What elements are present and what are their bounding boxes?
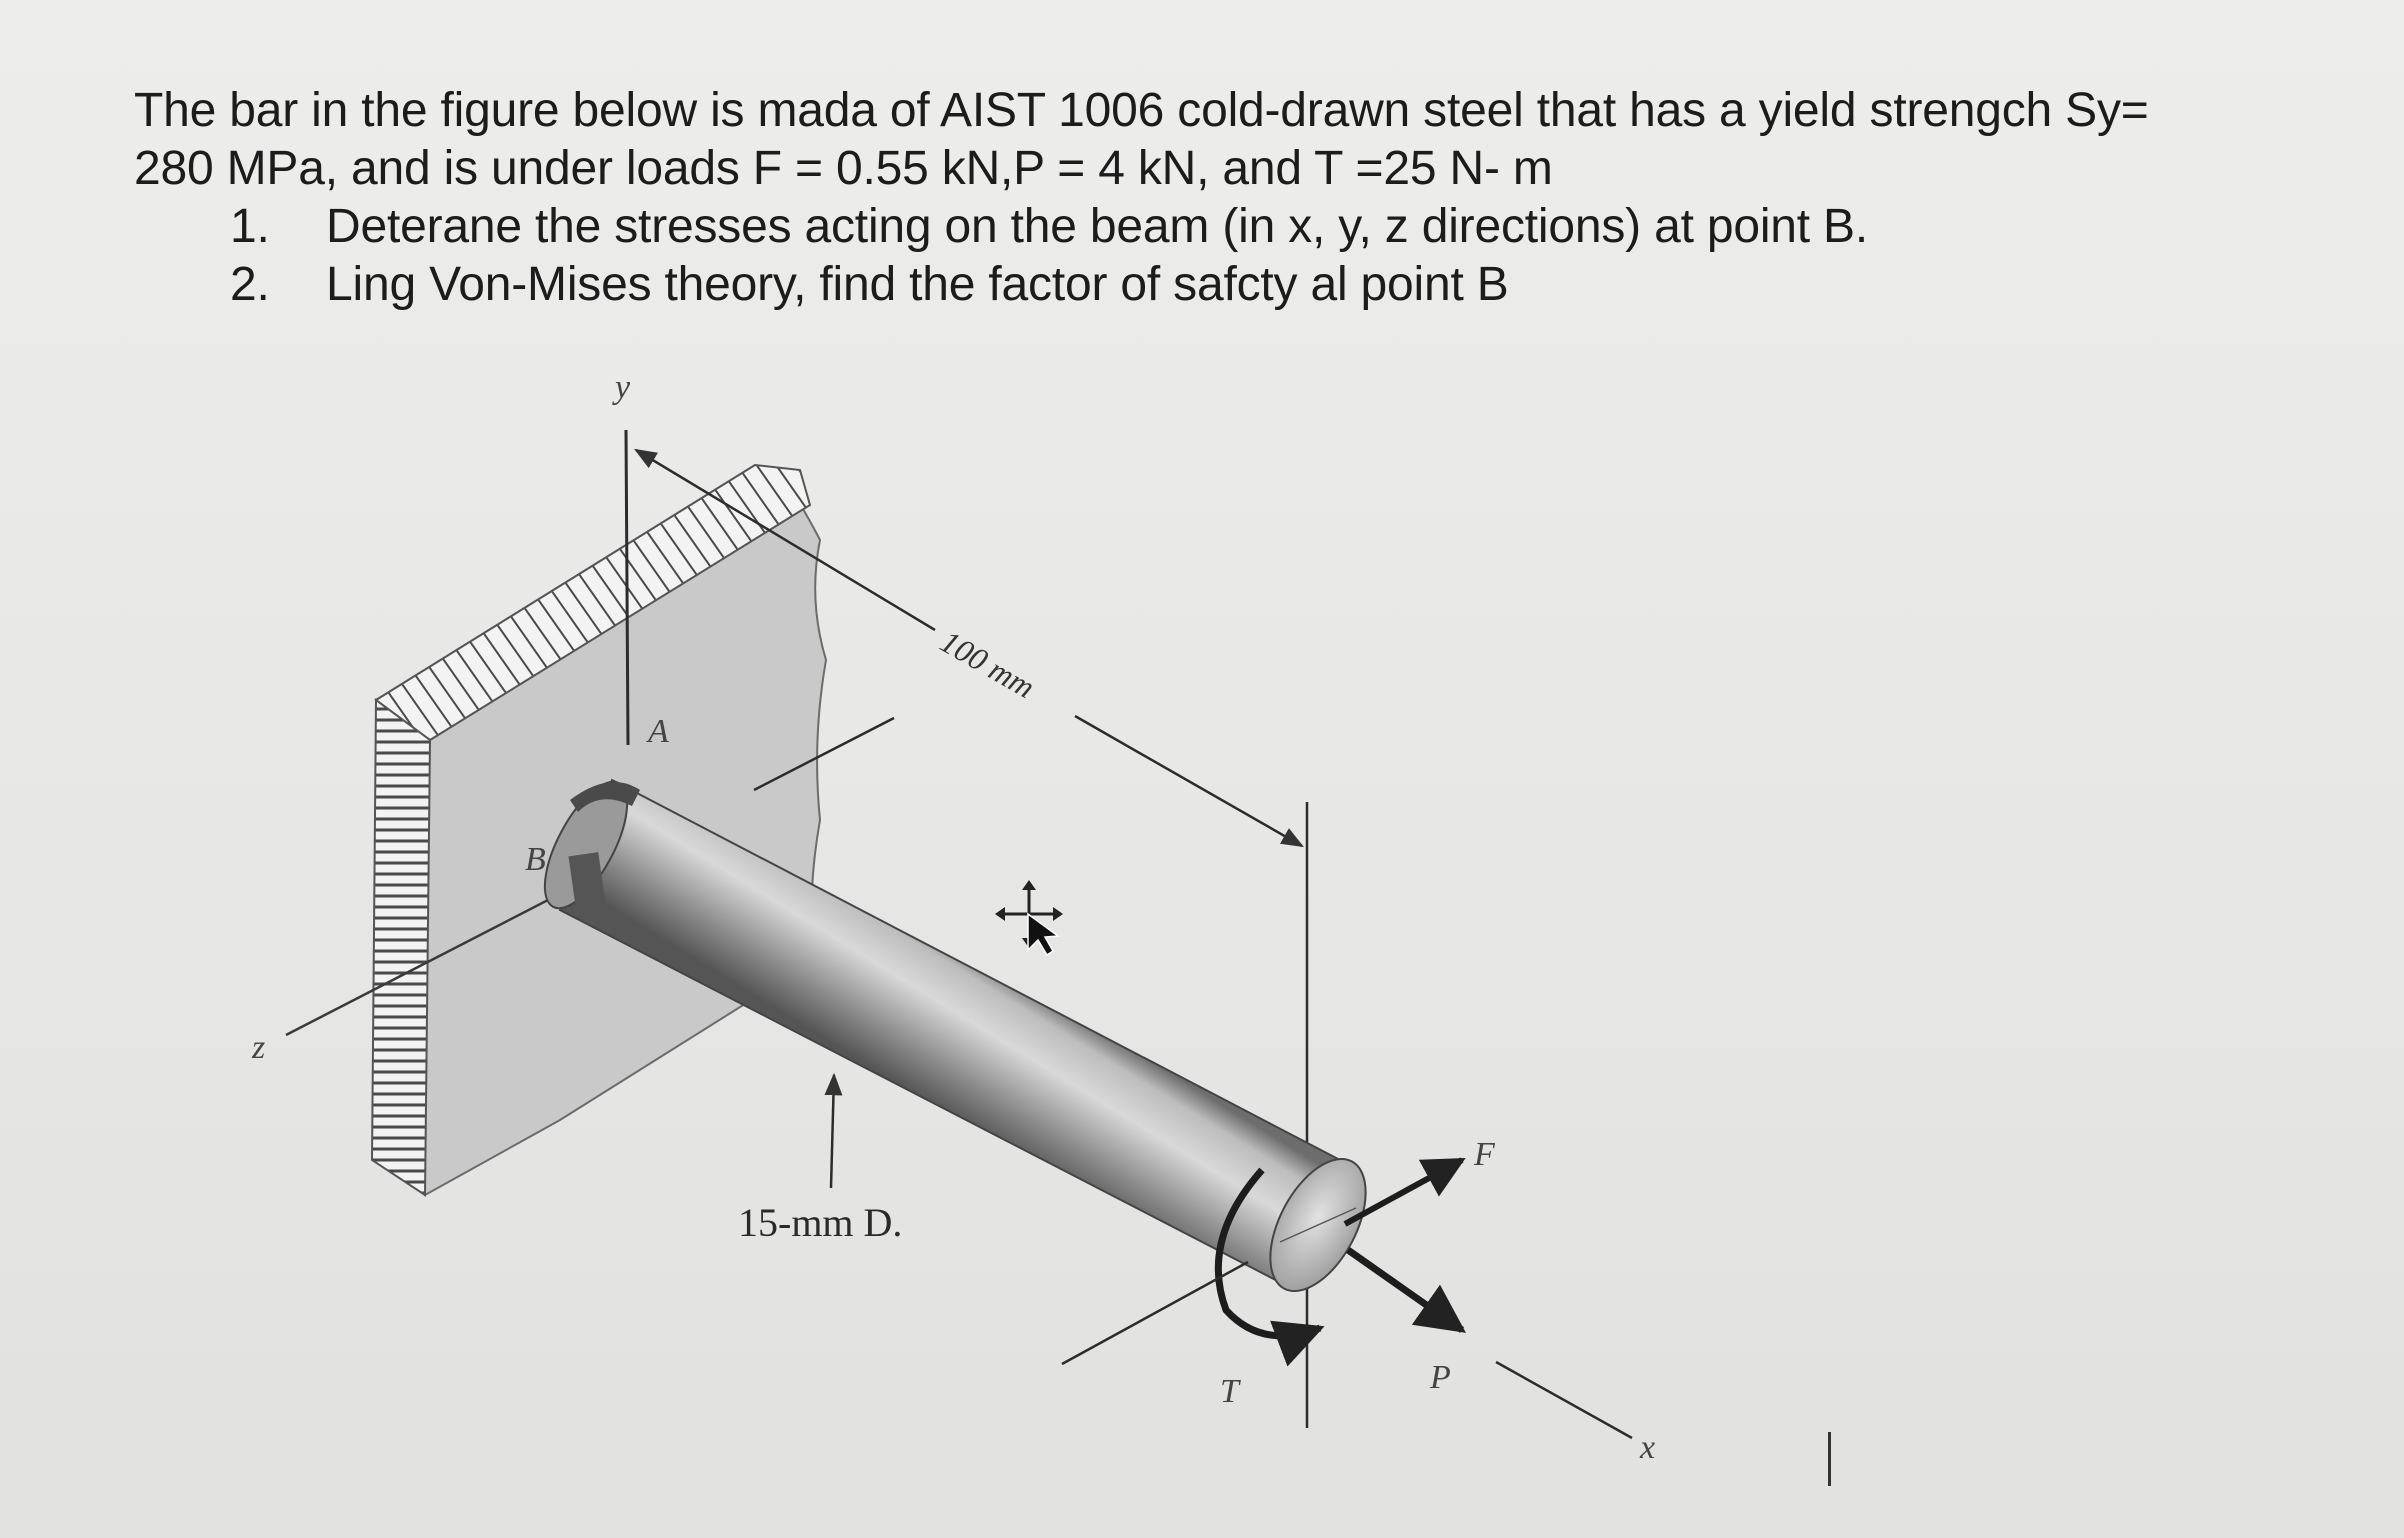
problem-intro-line-2: 280 MPa, and is under loads F = 0.55 kN,P = 4 kN, and T =25 N- m bbox=[134, 142, 1553, 195]
x-axis-label: x bbox=[1640, 1429, 1656, 1466]
force-p-label: P bbox=[1430, 1359, 1451, 1396]
y-axis-label: y bbox=[615, 369, 631, 406]
task-text: Ling Von-Mises theory, find the factor of safcty al point B bbox=[326, 258, 1509, 311]
diameter-label: 15-mm D. bbox=[738, 1200, 903, 1245]
torque-t-label: T bbox=[1220, 1373, 1239, 1410]
task-number: 2. bbox=[230, 258, 270, 311]
problem-intro-line-1: The bar in the figure below is mada of AIST 1006 cold-drawn steel that has a yield strengch Sy= bbox=[134, 84, 2149, 137]
force-f-label: F bbox=[1474, 1136, 1495, 1173]
force-p bbox=[1348, 1250, 1462, 1396]
diameter-callout bbox=[738, 1075, 902, 1245]
point-b-label: B bbox=[525, 841, 546, 878]
move-cursor-icon bbox=[995, 880, 1063, 955]
task-text: Deterane the stresses acting on the beam (in x, y, z directions) at point B. bbox=[326, 200, 1869, 253]
text-caret bbox=[1828, 1432, 1831, 1486]
task-number: 1. bbox=[230, 200, 270, 253]
x-axis bbox=[1496, 1362, 1655, 1466]
z-axis-label: z bbox=[252, 1029, 266, 1066]
point-a-label: A bbox=[648, 713, 669, 750]
length-dimension-label: 100 mm bbox=[934, 622, 1042, 706]
force-f bbox=[1345, 1136, 1496, 1224]
